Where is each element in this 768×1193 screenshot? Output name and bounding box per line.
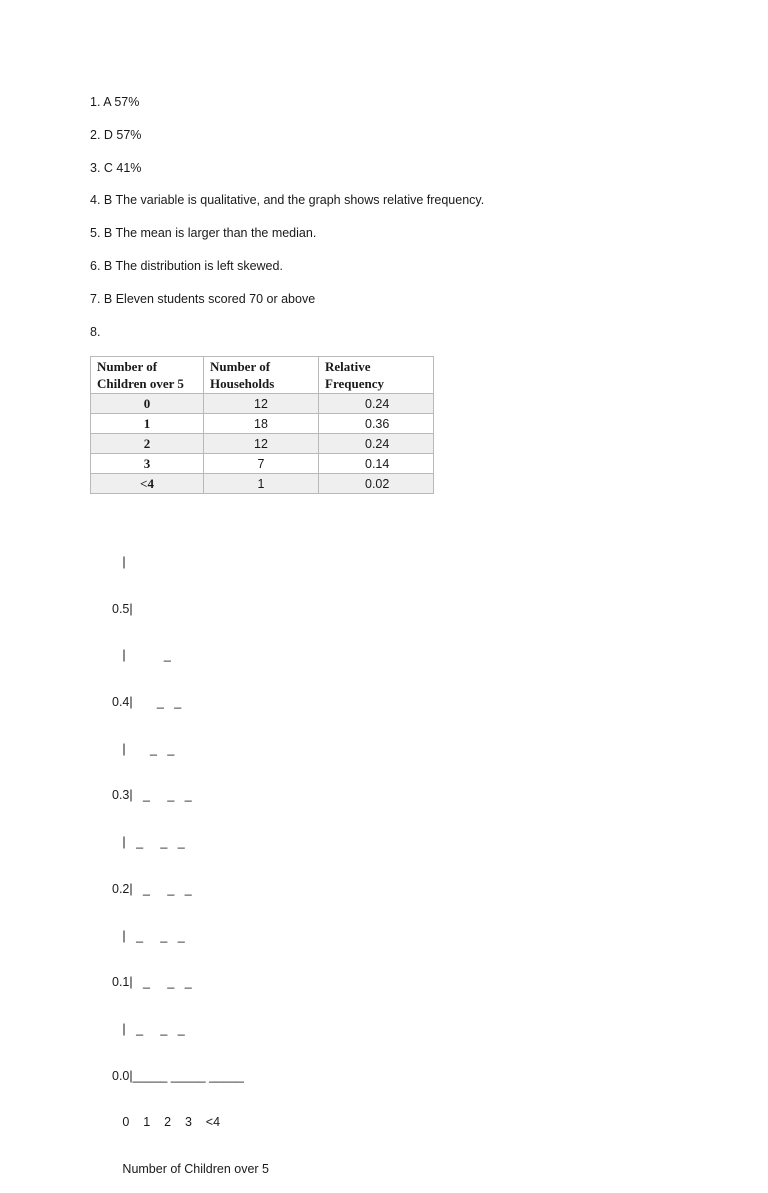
ascii-line: 0.5|	[112, 601, 133, 616]
ascii-bar-chart	[112, 525, 269, 1193]
table-cell: 0.02	[319, 474, 434, 494]
table-row	[91, 434, 434, 454]
table-cell: 1	[91, 414, 204, 434]
table-cell: 0	[91, 394, 204, 414]
table-cell: 0.24	[319, 434, 434, 454]
table-cell: 3	[91, 454, 204, 474]
ascii-line: | _	[112, 648, 171, 663]
answer-3: 3. C 41%	[90, 161, 142, 175]
ascii-line: | _ _	[112, 741, 175, 756]
header-relative-frequency: Relative Frequency	[319, 357, 434, 394]
ascii-line: | _ _ _	[112, 1021, 185, 1036]
table-cell: 18	[204, 414, 319, 434]
table-cell: 1	[204, 474, 319, 494]
table-cell: 2	[91, 434, 204, 454]
answer-1: 1. A 57%	[90, 95, 140, 109]
table-cell: 7	[204, 454, 319, 474]
ascii-line: | _ _ _	[112, 928, 185, 943]
ascii-line: 0.3| _ _ _	[112, 788, 192, 803]
header-households: Number of Households	[204, 357, 319, 394]
table-cell: 12	[204, 394, 319, 414]
answer-8: 8.	[90, 325, 101, 339]
answer-6: 6. B The distribution is left skewed.	[90, 259, 283, 273]
table-row	[91, 394, 434, 414]
answer-2: 2. D 57%	[90, 128, 142, 142]
ascii-line: 0.4| _ _	[112, 695, 182, 710]
ascii-axis-title: Number of Children over 5	[112, 1161, 270, 1176]
header-children: Number of Children over 5	[91, 357, 204, 394]
ascii-axis-ticks: 0 1 2 3 <4	[112, 1115, 221, 1130]
table-cell: <4	[91, 474, 204, 494]
answer-7: 7. B Eleven students scored 70 or above	[90, 292, 316, 306]
table-cell: 12	[204, 434, 319, 454]
answer-4: 4. B The variable is qualitative, and the graph shows relative frequency.	[90, 193, 485, 207]
ascii-line: | _ _ _	[112, 835, 185, 850]
answer-5: 5. B The mean is larger than the median.	[90, 226, 317, 240]
ascii-line: 0.1| _ _ _	[112, 975, 192, 990]
frequency-table	[90, 356, 434, 494]
table-cell: 0.24	[319, 394, 434, 414]
ascii-line: |	[112, 555, 126, 569]
table-cell: 0.14	[319, 454, 434, 474]
table-header-row	[91, 357, 434, 394]
ascii-line: 0.0|_____ _____ _____	[112, 1068, 244, 1083]
table-row	[91, 454, 434, 474]
table-cell: 0.36	[319, 414, 434, 434]
table-row	[91, 414, 434, 434]
ascii-line: 0.2| _ _ _	[112, 881, 192, 896]
table-row	[91, 474, 434, 494]
